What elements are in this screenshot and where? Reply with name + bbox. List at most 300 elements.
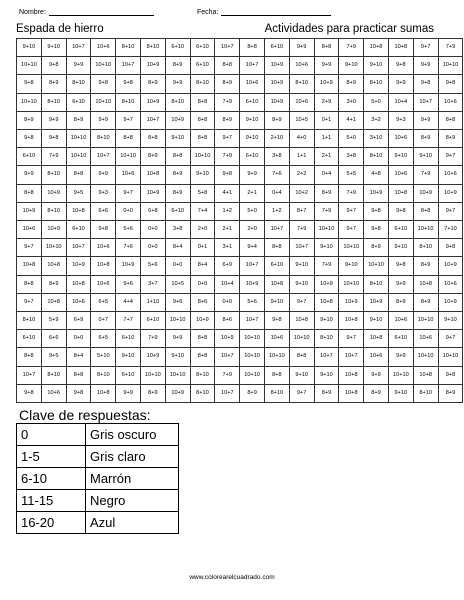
grid-cell[interactable]: 10+7 — [289, 239, 314, 257]
grid-cell[interactable]: 0+1 — [190, 239, 215, 257]
grid-cell[interactable]: 7+6 — [264, 166, 289, 184]
grid-cell[interactable]: 9+9 — [388, 275, 413, 293]
grid-cell[interactable]: 10+6 — [289, 93, 314, 111]
grid-cell[interactable]: 10+4 — [388, 93, 413, 111]
grid-cell[interactable]: 10+10 — [66, 130, 91, 148]
grid-cell[interactable]: 10+9 — [140, 57, 165, 75]
grid-cell[interactable]: 10+8 — [17, 257, 42, 275]
grid-cell[interactable]: 9+10 — [240, 130, 265, 148]
grid-cell[interactable]: 6+10 — [165, 39, 190, 57]
grid-cell[interactable]: 10+7 — [116, 57, 141, 75]
grid-cell[interactable]: 9+7 — [289, 384, 314, 402]
grid-cell[interactable]: 9+10 — [289, 257, 314, 275]
grid-cell[interactable]: 10+4 — [215, 275, 240, 293]
grid-cell[interactable]: 8+9 — [314, 384, 339, 402]
grid-cell[interactable]: 3+0 — [339, 93, 364, 111]
grid-cell[interactable]: 9+4 — [240, 239, 265, 257]
grid-cell[interactable]: 7+9 — [314, 202, 339, 220]
grid-cell[interactable]: 10+6 — [17, 221, 42, 239]
grid-cell[interactable]: 8+10 — [41, 166, 66, 184]
grid-cell[interactable]: 8+10 — [140, 39, 165, 57]
grid-cell[interactable]: 10+9 — [66, 257, 91, 275]
grid-cell[interactable]: 9+8 — [91, 75, 116, 93]
grid-cell[interactable]: 8+9 — [165, 57, 190, 75]
grid-cell[interactable]: 9+10 — [339, 257, 364, 275]
grid-cell[interactable]: 9+8 — [264, 312, 289, 330]
grid-cell[interactable]: 9+8 — [17, 130, 42, 148]
grid-cell[interactable]: 10+9 — [17, 202, 42, 220]
grid-cell[interactable]: 7+9 — [314, 257, 339, 275]
grid-cell[interactable]: 8+8 — [190, 130, 215, 148]
grid-cell[interactable]: 9+7 — [215, 130, 240, 148]
grid-cell[interactable]: 8+10 — [41, 93, 66, 111]
grid-cell[interactable]: 10+10 — [165, 312, 190, 330]
grid-cell[interactable]: 8+10 — [116, 93, 141, 111]
grid-cell[interactable]: 9+8 — [438, 239, 463, 257]
grid-cell[interactable]: 6+9 — [215, 257, 240, 275]
grid-cell[interactable]: 10+7 — [215, 39, 240, 57]
grid-cell[interactable]: 6+5 — [91, 330, 116, 348]
grid-cell[interactable]: 10+6 — [91, 275, 116, 293]
grid-cell[interactable]: 10+8 — [41, 257, 66, 275]
grid-cell[interactable]: 8+8 — [190, 348, 215, 366]
grid-cell[interactable]: 8+10 — [190, 75, 215, 93]
grid-cell[interactable]: 8+8 — [215, 57, 240, 75]
grid-cell[interactable]: 10+7 — [264, 221, 289, 239]
grid-cell[interactable]: 3+10 — [364, 130, 389, 148]
grid-cell[interactable]: 2+10 — [264, 130, 289, 148]
grid-cell[interactable]: 10+10 — [289, 330, 314, 348]
grid-cell[interactable]: 8+8 — [190, 111, 215, 129]
grid-cell[interactable]: 10+8 — [413, 275, 438, 293]
grid-cell[interactable]: 7+9 — [215, 366, 240, 384]
grid-cell[interactable]: 6+10 — [388, 330, 413, 348]
grid-cell[interactable]: 9+9 — [240, 166, 265, 184]
grid-cell[interactable]: 10+8 — [91, 257, 116, 275]
grid-cell[interactable]: 0+0 — [140, 221, 165, 239]
grid-cell[interactable]: 8+9 — [66, 111, 91, 129]
grid-cell[interactable]: 10+10 — [116, 148, 141, 166]
grid-cell[interactable]: 6+10 — [388, 221, 413, 239]
grid-cell[interactable]: 8+10 — [165, 93, 190, 111]
grid-cell[interactable]: 9+8 — [41, 130, 66, 148]
grid-cell[interactable]: 8+10 — [17, 312, 42, 330]
grid-cell[interactable]: 8+10 — [41, 366, 66, 384]
grid-cell[interactable]: 10+9 — [438, 293, 463, 311]
grid-cell[interactable]: 8+10 — [66, 75, 91, 93]
grid-cell[interactable]: 0+4 — [264, 184, 289, 202]
grid-cell[interactable]: 8+10 — [91, 366, 116, 384]
grid-cell[interactable]: 8+6 — [190, 293, 215, 311]
grid-cell[interactable]: 9+8 — [364, 202, 389, 220]
grid-cell[interactable]: 1+1 — [289, 148, 314, 166]
grid-cell[interactable]: 9+10 — [388, 239, 413, 257]
grid-cell[interactable]: 8+9 — [438, 384, 463, 402]
grid-cell[interactable]: 5+9 — [41, 312, 66, 330]
grid-cell[interactable]: 10+6 — [66, 293, 91, 311]
grid-cell[interactable]: 3+8 — [165, 221, 190, 239]
grid-cell[interactable]: 8+9 — [413, 293, 438, 311]
grid-cell[interactable]: 1+2 — [215, 202, 240, 220]
grid-cell[interactable]: 7+6 — [116, 239, 141, 257]
grid-cell[interactable]: 8+10 — [413, 384, 438, 402]
grid-cell[interactable]: 10+9 — [140, 184, 165, 202]
grid-cell[interactable]: 1+1 — [314, 130, 339, 148]
grid-cell[interactable]: 10+10 — [339, 239, 364, 257]
grid-cell[interactable]: 7+9 — [339, 39, 364, 57]
grid-cell[interactable]: 6+10 — [17, 330, 42, 348]
grid-cell[interactable]: 8+10 — [91, 130, 116, 148]
grid-cell[interactable]: 8+9 — [140, 148, 165, 166]
grid-cell[interactable]: 9+8 — [116, 75, 141, 93]
grid-cell[interactable]: 4+0 — [289, 130, 314, 148]
grid-cell[interactable]: 1+10 — [140, 293, 165, 311]
grid-cell[interactable]: 9+10 — [364, 312, 389, 330]
grid-cell[interactable]: 8+8 — [289, 348, 314, 366]
grid-cell[interactable]: 8+10 — [364, 148, 389, 166]
grid-cell[interactable]: 4+8 — [364, 166, 389, 184]
grid-cell[interactable]: 0+0 — [190, 275, 215, 293]
grid-cell[interactable]: 6+6 — [41, 330, 66, 348]
grid-cell[interactable]: 9+5 — [66, 184, 91, 202]
grid-cell[interactable]: 10+9 — [314, 75, 339, 93]
grid-cell[interactable]: 1+2 — [264, 202, 289, 220]
grid-cell[interactable]: 0+4 — [314, 166, 339, 184]
grid-cell[interactable]: 10+9 — [140, 93, 165, 111]
grid-cell[interactable]: 10+8 — [140, 166, 165, 184]
grid-cell[interactable]: 10+10 — [413, 348, 438, 366]
grid-cell[interactable]: 9+10 — [388, 384, 413, 402]
grid-cell[interactable]: 10+7 — [140, 111, 165, 129]
grid-cell[interactable]: 9+7 — [339, 221, 364, 239]
grid-cell[interactable]: 5+6 — [240, 293, 265, 311]
grid-cell[interactable]: 5+5 — [339, 166, 364, 184]
grid-cell[interactable]: 9+7 — [339, 330, 364, 348]
grid-cell[interactable]: 8+10 — [264, 384, 289, 402]
grid-cell[interactable]: 10+9 — [264, 93, 289, 111]
grid-cell[interactable]: 8+8 — [438, 111, 463, 129]
grid-cell[interactable]: 0+7 — [91, 312, 116, 330]
grid-cell[interactable]: 10+8 — [289, 312, 314, 330]
grid-cell[interactable]: 10+6 — [41, 384, 66, 402]
grid-cell[interactable]: 10+9 — [140, 348, 165, 366]
grid-cell[interactable]: 9+8 — [388, 202, 413, 220]
grid-cell[interactable]: 8+9 — [438, 130, 463, 148]
grid-cell[interactable]: 6+8 — [140, 202, 165, 220]
grid-cell[interactable]: 10+5 — [165, 275, 190, 293]
grid-cell[interactable]: 9+8 — [438, 366, 463, 384]
grid-cell[interactable]: 6+10 — [66, 221, 91, 239]
grid-cell[interactable]: 10+10 — [413, 312, 438, 330]
grid-cell[interactable]: 2+9 — [314, 93, 339, 111]
grid-cell[interactable]: 6+10 — [264, 39, 289, 57]
grid-cell[interactable]: 7+10 — [438, 221, 463, 239]
grid-cell[interactable]: 7+9 — [215, 148, 240, 166]
grid-cell[interactable]: 8+8 — [314, 39, 339, 57]
grid-cell[interactable]: 10+5 — [289, 111, 314, 129]
grid-cell[interactable]: 4+4 — [116, 293, 141, 311]
grid-cell[interactable]: 10+8 — [91, 384, 116, 402]
grid-cell[interactable]: 9+10 — [364, 57, 389, 75]
grid-cell[interactable]: 2+1 — [215, 221, 240, 239]
grid-cell[interactable]: 9+10 — [165, 348, 190, 366]
grid-cell[interactable]: 8+9 — [364, 384, 389, 402]
grid-cell[interactable]: 10+9 — [364, 293, 389, 311]
grid-cell[interactable]: 10+10 — [140, 366, 165, 384]
grid-cell[interactable]: 10+6 — [388, 166, 413, 184]
grid-cell[interactable]: 10+10 — [165, 366, 190, 384]
grid-cell[interactable]: 10+8 — [413, 366, 438, 384]
grid-cell[interactable]: 9+10 — [289, 275, 314, 293]
grid-cell[interactable]: 8+4 — [190, 257, 215, 275]
grid-cell[interactable]: 8+9 — [240, 384, 265, 402]
grid-cell[interactable]: 9+6 — [165, 293, 190, 311]
grid-cell[interactable]: 10+9 — [314, 275, 339, 293]
grid-cell[interactable]: 10+9 — [438, 184, 463, 202]
grid-cell[interactable]: 10+6 — [91, 39, 116, 57]
grid-cell[interactable]: 9+9 — [364, 366, 389, 384]
grid-cell[interactable]: 5+0 — [339, 130, 364, 148]
grid-cell[interactable]: 10+9 — [364, 184, 389, 202]
grid-cell[interactable]: 9+8 — [41, 57, 66, 75]
grid-cell[interactable]: 8+8 — [190, 93, 215, 111]
grid-cell[interactable]: 9+9 — [165, 75, 190, 93]
grid-cell[interactable]: 9+9 — [66, 57, 91, 75]
grid-cell[interactable]: 10+8 — [66, 202, 91, 220]
grid-cell[interactable]: 10+9 — [264, 57, 289, 75]
grid-cell[interactable]: 10+10 — [240, 366, 265, 384]
grid-cell[interactable]: 7+4 — [190, 202, 215, 220]
grid-cell[interactable]: 8+8 — [140, 130, 165, 148]
grid-cell[interactable]: 10+10 — [91, 93, 116, 111]
grid-cell[interactable]: 10+9 — [264, 75, 289, 93]
grid-cell[interactable]: 10+10 — [339, 275, 364, 293]
grid-cell[interactable]: 10+9 — [240, 275, 265, 293]
grid-cell[interactable]: 8+8 — [264, 366, 289, 384]
grid-cell[interactable]: 9+10 — [190, 166, 215, 184]
grid-cell[interactable]: 3+7 — [140, 275, 165, 293]
grid-cell[interactable]: 10+9 — [165, 111, 190, 129]
grid-cell[interactable]: 8+10 — [116, 39, 141, 57]
grid-cell[interactable]: 8+8 — [66, 166, 91, 184]
grid-cell[interactable]: 10+10 — [240, 330, 265, 348]
grid-cell[interactable]: 9+10 — [438, 312, 463, 330]
grid-cell[interactable]: 9+8 — [91, 221, 116, 239]
grid-cell[interactable]: 9+9 — [413, 57, 438, 75]
grid-cell[interactable]: 9+9 — [388, 348, 413, 366]
grid-cell[interactable]: 10+7 — [215, 384, 240, 402]
grid-cell[interactable]: 6+10 — [165, 202, 190, 220]
grid-cell[interactable]: 8+10 — [364, 275, 389, 293]
grid-cell[interactable]: 8+4 — [66, 348, 91, 366]
grid-cell[interactable]: 6+10 — [264, 257, 289, 275]
grid-cell[interactable]: 10+7 — [17, 366, 42, 384]
grid-cell[interactable]: 7+9 — [339, 184, 364, 202]
grid-cell[interactable]: 10+8 — [264, 275, 289, 293]
grid-cell[interactable]: 9+9 — [91, 111, 116, 129]
grid-cell[interactable]: 6+5 — [91, 293, 116, 311]
grid-cell[interactable]: 9+9 — [165, 330, 190, 348]
grid-cell[interactable]: 10+8 — [364, 330, 389, 348]
grid-cell[interactable]: 0+0 — [116, 202, 141, 220]
grid-cell[interactable]: 8+8 — [240, 39, 265, 57]
grid-cell[interactable]: 9+8 — [17, 75, 42, 93]
grid-cell[interactable]: 9+8 — [364, 221, 389, 239]
grid-cell[interactable]: 9+9 — [289, 39, 314, 57]
grid-cell[interactable]: 8+9 — [388, 293, 413, 311]
grid-cell[interactable]: 8+10 — [41, 202, 66, 220]
grid-cell[interactable]: 10+9 — [438, 257, 463, 275]
grid-cell[interactable]: 8+9 — [41, 75, 66, 93]
date-field[interactable] — [197, 9, 331, 16]
grid-cell[interactable]: 9+6 — [116, 275, 141, 293]
grid-cell[interactable]: 10+7 — [314, 348, 339, 366]
grid-cell[interactable]: 8+9 — [165, 166, 190, 184]
grid-cell[interactable]: 10+9 — [41, 184, 66, 202]
grid-cell[interactable]: 9+10 — [41, 39, 66, 57]
grid-cell[interactable]: 9+10 — [413, 148, 438, 166]
grid-cell[interactable]: 10+7 — [413, 93, 438, 111]
grid-cell[interactable]: 6+10 — [116, 330, 141, 348]
grid-cell[interactable]: 8+9 — [165, 184, 190, 202]
grid-cell[interactable]: 8+8 — [17, 275, 42, 293]
grid-cell[interactable]: 9+7 — [289, 293, 314, 311]
grid-cell[interactable]: 10+6 — [438, 275, 463, 293]
grid-cell[interactable]: 4+1 — [339, 111, 364, 129]
grid-cell[interactable]: 8+10 — [190, 366, 215, 384]
grid-cell[interactable]: 5+0 — [240, 202, 265, 220]
grid-cell[interactable]: 10+10 — [438, 57, 463, 75]
grid-cell[interactable]: 10+9 — [41, 221, 66, 239]
grid-cell[interactable]: 10+8 — [388, 39, 413, 57]
grid-cell[interactable]: 8+10 — [289, 75, 314, 93]
grid-cell[interactable]: 10+6 — [413, 330, 438, 348]
grid-cell[interactable]: 9+7 — [17, 293, 42, 311]
grid-cell[interactable]: 10+10 — [240, 348, 265, 366]
grid-cell[interactable]: 10+8 — [364, 39, 389, 57]
grid-cell[interactable]: 2+1 — [314, 148, 339, 166]
grid-cell[interactable]: 5+6 — [116, 221, 141, 239]
grid-cell[interactable]: 10+10 — [66, 148, 91, 166]
grid-cell[interactable]: 8+9 — [264, 111, 289, 129]
grid-cell[interactable]: 9+10 — [264, 293, 289, 311]
grid-cell[interactable]: 10+9 — [413, 184, 438, 202]
grid-cell[interactable]: 10+8 — [339, 366, 364, 384]
grid-cell[interactable]: 6+10 — [140, 312, 165, 330]
grid-cell[interactable]: 4+1 — [215, 184, 240, 202]
grid-cell[interactable]: 5+6 — [140, 257, 165, 275]
grid-cell[interactable]: 10+6 — [438, 166, 463, 184]
grid-cell[interactable]: 10+9 — [215, 330, 240, 348]
grid-cell[interactable]: 2+0 — [240, 221, 265, 239]
grid-cell[interactable]: 8+8 — [17, 348, 42, 366]
grid-cell[interactable]: 8+9 — [413, 257, 438, 275]
grid-cell[interactable]: 10+6 — [438, 93, 463, 111]
grid-cell[interactable]: 6+10 — [190, 39, 215, 57]
grid-cell[interactable]: 10+10 — [17, 93, 42, 111]
grid-cell[interactable]: 10+10 — [364, 257, 389, 275]
grid-cell[interactable]: 8+9 — [215, 75, 240, 93]
grid-cell[interactable]: 8+9 — [140, 75, 165, 93]
grid-cell[interactable]: 10+8 — [388, 184, 413, 202]
grid-cell[interactable]: 8+10 — [413, 239, 438, 257]
grid-cell[interactable]: 9+9 — [388, 75, 413, 93]
grid-cell[interactable]: 7+9 — [41, 148, 66, 166]
grid-cell[interactable]: 6+6 — [91, 202, 116, 220]
grid-cell[interactable]: 10+7 — [66, 39, 91, 57]
grid-cell[interactable]: 9+7 — [17, 239, 42, 257]
grid-cell[interactable]: 8+4 — [165, 239, 190, 257]
grid-cell[interactable]: 3+1 — [215, 239, 240, 257]
grid-cell[interactable]: 10+10 — [264, 348, 289, 366]
grid-cell[interactable]: 9+7 — [116, 111, 141, 129]
grid-cell[interactable]: 10+7 — [240, 312, 265, 330]
grid-cell[interactable]: 9+10 — [165, 130, 190, 148]
grid-cell[interactable]: 10+7 — [240, 257, 265, 275]
grid-cell[interactable]: 10+10 — [17, 57, 42, 75]
grid-cell[interactable]: 9+10 — [116, 348, 141, 366]
grid-cell[interactable]: 10+10 — [388, 366, 413, 384]
grid-cell[interactable]: 9+10 — [314, 239, 339, 257]
grid-cell[interactable]: 8+8 — [17, 184, 42, 202]
grid-cell[interactable]: 0+1 — [314, 111, 339, 129]
grid-cell[interactable]: 7+7 — [116, 312, 141, 330]
grid-cell[interactable]: 2+1 — [240, 184, 265, 202]
grid-cell[interactable]: 8+9 — [413, 130, 438, 148]
grid-cell[interactable]: 7+9 — [289, 221, 314, 239]
grid-cell[interactable]: 9+10 — [314, 366, 339, 384]
grid-cell[interactable]: 5+10 — [91, 348, 116, 366]
grid-cell[interactable]: 8+8 — [116, 130, 141, 148]
grid-cell[interactable]: 10+6 — [264, 330, 289, 348]
grid-cell[interactable]: 3+2 — [364, 111, 389, 129]
grid-cell[interactable]: 9+9 — [116, 384, 141, 402]
grid-cell[interactable]: 10+6 — [91, 239, 116, 257]
grid-cell[interactable]: 10+8 — [314, 293, 339, 311]
grid-cell[interactable]: 10+6 — [240, 75, 265, 93]
grid-cell[interactable]: 6+10 — [116, 366, 141, 384]
grid-cell[interactable]: 10+6 — [289, 57, 314, 75]
grid-cell[interactable]: 9+8 — [413, 75, 438, 93]
grid-cell[interactable]: 10+9 — [339, 293, 364, 311]
grid-cell[interactable]: 9+9 — [91, 166, 116, 184]
grid-cell[interactable]: 10+7 — [66, 239, 91, 257]
grid-cell[interactable]: 5+8 — [190, 184, 215, 202]
grid-cell[interactable]: 10+8 — [66, 275, 91, 293]
grid-cell[interactable]: 8+9 — [41, 275, 66, 293]
grid-cell[interactable]: 10+8 — [339, 312, 364, 330]
grid-cell[interactable]: 7+9 — [438, 39, 463, 57]
grid-cell[interactable]: 0+0 — [140, 239, 165, 257]
grid-cell[interactable]: 9+9 — [41, 111, 66, 129]
grid-cell[interactable]: 9+8 — [388, 257, 413, 275]
grid-cell[interactable]: 10+6 — [388, 130, 413, 148]
grid-cell[interactable]: 9+10 — [314, 312, 339, 330]
grid-cell[interactable]: 6+9 — [66, 312, 91, 330]
grid-cell[interactable]: 7+9 — [140, 330, 165, 348]
grid-cell[interactable]: 8+9 — [314, 184, 339, 202]
grid-cell[interactable]: 9+5 — [41, 348, 66, 366]
grid-cell[interactable]: 9+7 — [438, 148, 463, 166]
grid-cell[interactable]: 2+2 — [289, 166, 314, 184]
grid-cell[interactable]: 8+10 — [190, 384, 215, 402]
grid-cell[interactable]: 8+9 — [364, 239, 389, 257]
grid-cell[interactable]: 9+7 — [339, 202, 364, 220]
grid-cell[interactable]: 8+7 — [289, 202, 314, 220]
grid-cell[interactable]: 9+10 — [339, 57, 364, 75]
grid-cell[interactable]: 0+0 — [165, 257, 190, 275]
grid-cell[interactable]: 8+8 — [165, 148, 190, 166]
